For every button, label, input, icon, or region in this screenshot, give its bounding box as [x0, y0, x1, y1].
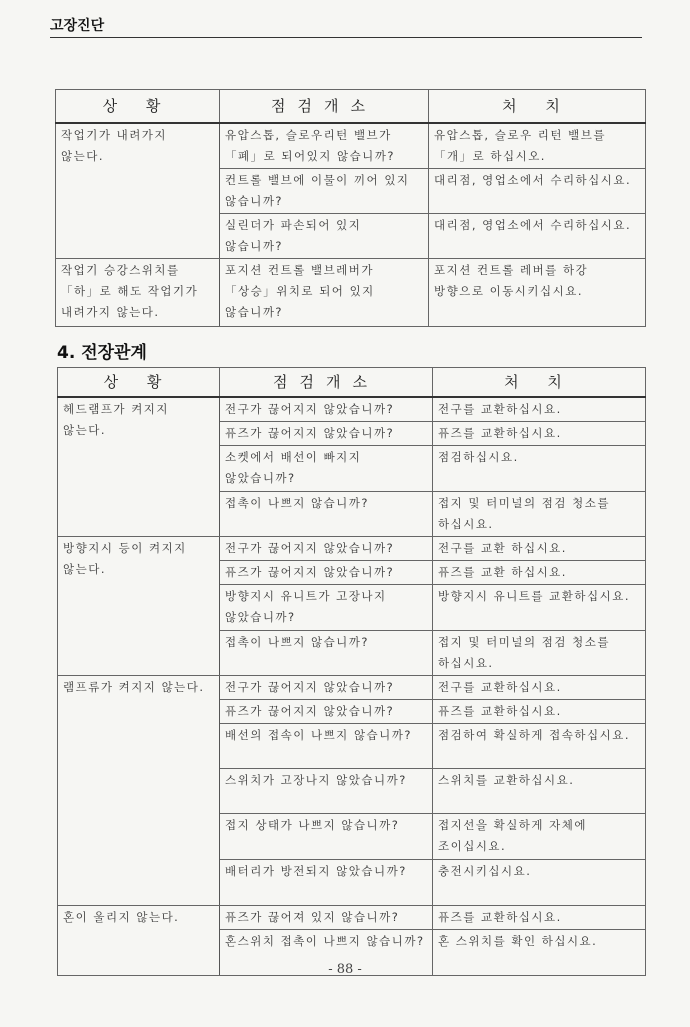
- check-cell: 유압스톱, 슬로우리턴 밸브가 「폐」로 되어있지 않습니까?: [220, 123, 429, 169]
- situation-cell: 작업기 승강스위치를 「하」로 해도 작업기가 내려가지 않는다.: [56, 259, 220, 327]
- header-situation: 상 황: [56, 90, 220, 124]
- header-rule: [50, 37, 642, 38]
- check-cell: 접촉이 나쁘지 않습니까?: [220, 631, 433, 676]
- page-number: - 88 -: [328, 962, 362, 977]
- action-cell: 유압스톱, 슬로우 리턴 밸브를 「개」로 하십시오.: [429, 123, 646, 169]
- check-cell: 혼스위치 접촉이 나쁘지 않습니까?: [220, 930, 433, 976]
- check-cell: 소켓에서 배선이 빠지지 않았습니까?: [220, 446, 433, 492]
- header-situation: 상 황: [58, 368, 220, 398]
- check-cell: 실린더가 파손되어 있지 않습니까?: [220, 214, 429, 259]
- table-header-row: [56, 90, 646, 124]
- check-cell: 전구가 끊어지지 않았습니까?: [220, 397, 433, 422]
- check-cell: 방향지시 유니트가 고장나지 않았습니까?: [220, 585, 433, 631]
- table-row: [58, 906, 646, 930]
- action-cell: 대리점, 영업소에서 수리하십시요.: [429, 169, 646, 214]
- action-cell: 점검하여 확실하게 접속하십시요.: [433, 724, 646, 769]
- chapter-title: 고장진단: [50, 18, 105, 34]
- situation-cell: 램프류가 켜지지 않는다.: [58, 676, 220, 906]
- header-check-point: 점검개소: [220, 90, 429, 124]
- check-cell: 퓨즈가 끊어지지 않았습니까?: [220, 700, 433, 724]
- action-cell: 포지션 컨트롤 레버를 하강 방향으로 이동시키십시요.: [429, 259, 646, 327]
- table-row: [58, 676, 646, 700]
- action-cell: 퓨즈를 교환 하십시요.: [433, 561, 646, 585]
- check-cell: 접촉이 나쁘지 않습니까?: [220, 492, 433, 537]
- action-cell: 전구를 교환 하십시요.: [433, 537, 646, 561]
- action-cell: 스위치를 교환하십시요.: [433, 769, 646, 814]
- action-cell: 전구를 교환하십시요.: [433, 397, 646, 422]
- situation-cell: 혼이 울리지 않는다.: [58, 906, 220, 976]
- section-title: 4. 전장관계: [57, 343, 147, 363]
- action-cell: 전구를 교환하십시요.: [433, 676, 646, 700]
- situation-cell: 방향지시 등이 켜지지 않는다.: [58, 537, 220, 676]
- check-cell: 컨트롤 밸브에 이물이 끼어 있지 않습니까?: [220, 169, 429, 214]
- check-cell: 배선의 접속이 나쁘지 않습니까?: [220, 724, 433, 769]
- check-cell: 접지 상태가 나쁘지 않습니까?: [220, 814, 433, 860]
- table-row: [56, 123, 646, 169]
- situation-cell: 헤드램프가 켜지지 않는다.: [58, 397, 220, 537]
- action-cell: 접지 및 터미널의 점검 청소를 하십시요.: [433, 492, 646, 537]
- table-row: [56, 259, 646, 327]
- check-cell: 퓨즈가 끊어져 있지 않습니까?: [220, 906, 433, 930]
- check-cell: 퓨즈가 끊어지지 않았습니까?: [220, 422, 433, 446]
- check-cell: 배터리가 방전되지 않았습니까?: [220, 860, 433, 906]
- check-cell: 스위치가 고장나지 않았습니까?: [220, 769, 433, 814]
- hydraulic-trouble-table: [55, 89, 646, 327]
- table-row: [58, 397, 646, 422]
- situation-cell: 작업기가 내려가지 않는다.: [56, 123, 220, 259]
- action-cell: 접지 및 터미널의 점검 청소를 하십시요.: [433, 631, 646, 676]
- check-cell: 전구가 끊어지지 않았습니까?: [220, 537, 433, 561]
- action-cell: 점검하십시요.: [433, 446, 646, 492]
- action-cell: 퓨즈를 교환하십시요.: [433, 700, 646, 724]
- table-header-row: [58, 368, 646, 398]
- action-cell: 혼 스위치를 확인 하십시요.: [433, 930, 646, 976]
- header-action: 처 치: [433, 368, 646, 398]
- header-check-point: 점검개소: [220, 368, 433, 398]
- action-cell: 충전시키십시요.: [433, 860, 646, 906]
- action-cell: 대리점, 영업소에서 수리하십시요.: [429, 214, 646, 259]
- action-cell: 퓨즈를 교환하십시요.: [433, 422, 646, 446]
- table-row: [58, 537, 646, 561]
- check-cell: 전구가 끊어지지 않았습니까?: [220, 676, 433, 700]
- check-cell: 포지션 컨트롤 밸브레버가 「상승」위치로 되어 있지 않습니까?: [220, 259, 429, 327]
- electrical-trouble-table: [57, 367, 646, 976]
- header-action: 처 치: [429, 90, 646, 124]
- action-cell: 퓨즈를 교환하십시요.: [433, 906, 646, 930]
- check-cell: 퓨즈가 끊어지지 않았습니까?: [220, 561, 433, 585]
- action-cell: 접지선을 확실하게 자체에 조이십시요.: [433, 814, 646, 860]
- action-cell: 방향지시 유니트를 교환하십시요.: [433, 585, 646, 631]
